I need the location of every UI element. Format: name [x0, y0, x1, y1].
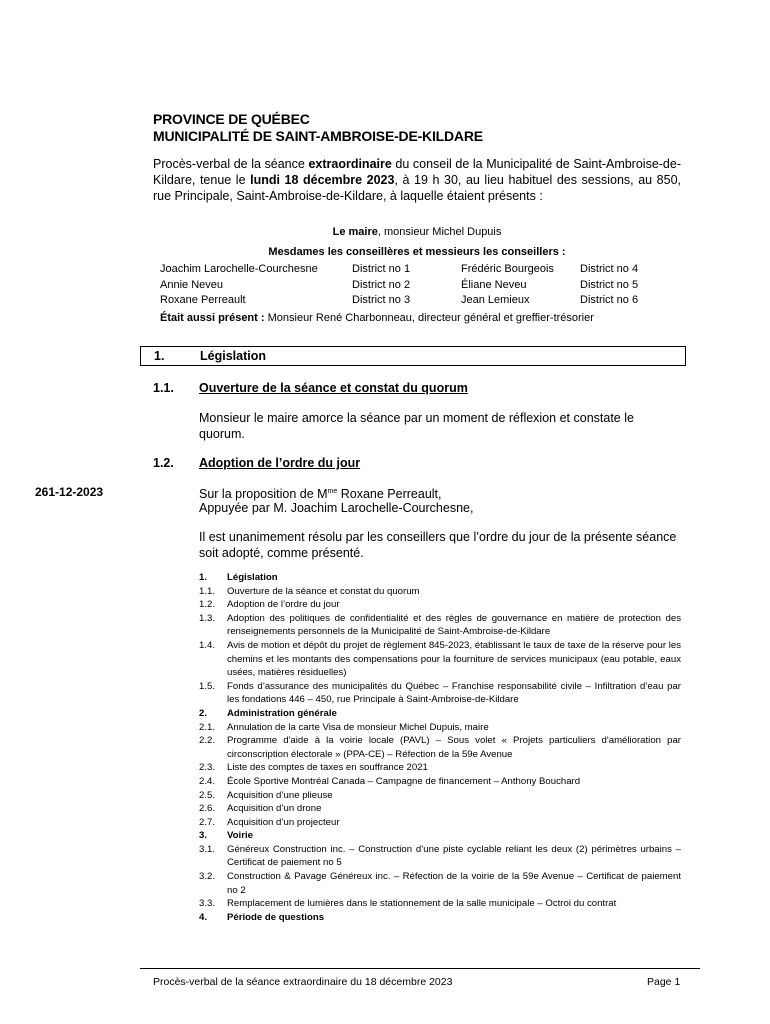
- province-heading: PROVINCE DE QUÉBEC: [153, 111, 310, 127]
- council-district: District no 4: [580, 263, 639, 275]
- section-1-1-title: Ouverture de la séance et constat du quorum: [199, 381, 468, 395]
- agenda-item: [199, 816, 681, 830]
- agenda-item-text: Acquisition d’un drone: [227, 803, 322, 815]
- agenda-item-text: Liste des comptes de taxes en souffrance 2021: [227, 762, 428, 774]
- intro-bold-1: extraordinaire: [308, 157, 392, 171]
- agenda-item-text: Adoption des politiques de confidentialité et des règles de gouvernance en matière de protection des renseignements personnels de la Municipalité de Saint-Ambroise-de-Kildare: [227, 612, 681, 638]
- council-district: District no 5: [580, 278, 639, 291]
- agenda-item: [199, 829, 681, 843]
- maire-name: , monsieur Michel Dupuis: [377, 226, 502, 238]
- agenda-item-text: École Sportive Montréal Canada – Campagne de financement – Anthony Bouchard: [227, 775, 581, 787]
- agenda-item: [199, 897, 681, 911]
- also-present-name: Monsieur René Charbonneau, directeur général et greffier-trésorier: [264, 312, 594, 324]
- agenda-item-number: 1.3.: [199, 612, 216, 624]
- agenda-item-number: 1.4.: [199, 639, 216, 651]
- agenda-item: [199, 775, 681, 789]
- maire-label: Le maire: [332, 226, 378, 238]
- agenda-item: [199, 598, 681, 612]
- agenda-item-number: 2.6.: [199, 803, 216, 815]
- agenda-item-text: Fonds d’assurance des municipalités du Québec – Franchise responsabilité civile – Infiltration d’eau par les fondations 446 – 450, rue Principale à Saint-Ambroise-de-Kildare: [227, 680, 681, 706]
- council-district: District no 1: [352, 263, 411, 275]
- footer-title: Procès-verbal de la séance extraordinaire du 18 décembre 2023: [153, 976, 453, 988]
- section-1-box: [140, 346, 686, 366]
- agenda-item: [199, 680, 681, 707]
- council-member: Joachim Larochelle-Courchesne: [160, 263, 318, 275]
- proposer-prefix: Sur la proposition de M: [199, 487, 328, 502]
- council-names-left: [160, 262, 318, 309]
- council-member: Roxane Perreault: [160, 294, 246, 306]
- agenda-item-number: 3.: [199, 830, 208, 842]
- agenda-item-text: Voirie: [227, 830, 253, 842]
- agenda-item-number: 4.: [199, 911, 208, 923]
- section-1-1-text: Monsieur le maire amorce la séance par un moment de réflexion et constate le quorum.: [199, 411, 634, 441]
- intro-paragraph: [153, 156, 681, 204]
- agenda-item: [199, 571, 681, 585]
- council-district: District no 6: [580, 294, 639, 306]
- resolution-seconder: Appuyée par M. Joachim Larochelle-Courchesne,: [199, 501, 474, 515]
- section-1-2-number: 1.2.: [153, 456, 174, 470]
- agenda-item-number: 3.2.: [199, 871, 216, 883]
- page-number: Page 1: [647, 976, 681, 988]
- footer-divider: [140, 968, 700, 969]
- agenda-item-text: Acquisition d’un projecteur: [227, 816, 340, 828]
- council-districts-right: [580, 262, 638, 309]
- agenda-item-number: 1.: [199, 572, 208, 583]
- maire-line: [153, 226, 681, 238]
- council-names-right: [461, 262, 554, 309]
- agenda-item-number: 2.4.: [199, 775, 216, 787]
- resolution-number: 261-12-2023: [35, 485, 104, 499]
- agenda-item: [199, 639, 681, 680]
- council-district: District no 2: [352, 278, 411, 291]
- agenda-item-text: Avis de motion et dépôt du projet de règlement 845-2023, établissant le taux de taxe de la réserve pour les chemins et les montants des compensations pour la fourniture de services municipaux (eau potable, eaux usées, matières résiduelles): [227, 639, 681, 679]
- agenda-item: [199, 789, 681, 803]
- intro-text-3: , à 19 h 30, au lieu habituel des sessions, au 850, rue Principale, Saint-Ambroise-de-Kildare, à laquelle étaient présents :: [153, 173, 682, 203]
- proposer-title-sup: me: [327, 488, 338, 495]
- section-1-2-title: Adoption de l’ordre du jour: [199, 456, 361, 470]
- council-heading: Mesdames les conseillères et messieurs les conseillers :: [268, 246, 566, 258]
- agenda-item: [199, 585, 681, 599]
- agenda-item: [199, 734, 681, 761]
- agenda-item: [199, 612, 681, 639]
- agenda-item-text: Administration générale: [227, 707, 337, 719]
- agenda-item-number: 2.3.: [199, 762, 216, 774]
- intro-text-2: du conseil de la Municipalité de Saint-Ambroise-de-Kildare, tenue le: [153, 157, 681, 187]
- agenda-item-number: 2.1.: [199, 721, 216, 733]
- agenda-item-text: Période de questions: [227, 911, 325, 923]
- proposer-name: Roxane Perreault,: [337, 487, 442, 502]
- agenda-item-text: Ouverture de la séance et constat du quorum: [227, 585, 420, 597]
- agenda-item-number: 2.7.: [199, 816, 216, 828]
- agenda-item-number: 2.5.: [199, 789, 216, 801]
- agenda-list: [199, 571, 681, 924]
- agenda-item-number: 2.: [199, 707, 208, 719]
- agenda-item: [199, 721, 681, 735]
- agenda-item-number: 2.2.: [199, 735, 216, 747]
- intro-text-1: Procès-verbal de la séance: [153, 157, 309, 171]
- council-member: Jean Lemieux: [461, 294, 530, 306]
- council-districts-left: [352, 262, 410, 309]
- agenda-item: [199, 870, 681, 897]
- agenda-item-number: 1.2.: [199, 599, 216, 611]
- agenda-item: [199, 843, 681, 870]
- agenda-item-text: Programme d'aide à la voirie locale (PAVL) – Sous volet « Projets particuliers d'amélioration par circonscription électorale » (PPA-CE) – Réfection de la 59e Avenue: [227, 735, 681, 760]
- also-present-line: [160, 312, 594, 324]
- agenda-item-number: 1.1.: [199, 585, 216, 597]
- agenda-item-number: 3.3.: [199, 898, 216, 910]
- agenda-item-text: Adoption de l’ordre du jour: [227, 599, 340, 611]
- agenda-item: [199, 761, 681, 775]
- intro-bold-date: lundi 18 décembre 2023: [250, 173, 395, 187]
- agenda-item-text: Construction & Pavage Généreux inc. – Réfection de la voirie de la 59e Avenue – Certificat de paiement no 2: [227, 871, 681, 896]
- agenda-item: [199, 802, 681, 816]
- council-member: Frédéric Bourgeois: [461, 263, 554, 275]
- agenda-item-text: Généreux Construction inc. – Construction d’une piste cyclable reliant les deux (2) périmètres urbains – Certificat de paiement no 5: [227, 843, 681, 869]
- council-member: Annie Neveu: [160, 278, 223, 291]
- agenda-item: [199, 911, 681, 925]
- section-1-label: Législation: [200, 349, 266, 363]
- council-member: Éliane Neveu: [461, 278, 527, 291]
- agenda-item-text: Acquisition d’une plieuse: [227, 789, 333, 801]
- agenda-item: [199, 707, 681, 721]
- agenda-item-number: 3.1.: [199, 843, 216, 855]
- municipality-heading: MUNICIPALITÉ DE SAINT-AMBROISE-DE-KILDARE: [153, 128, 483, 144]
- section-1-number: 1.: [154, 349, 165, 363]
- section-1-1-number: 1.1.: [153, 381, 174, 395]
- resolution-text: Il est unanimement résolu par les conseillers que l’ordre du jour de la présente séance soit adopté, comme présenté.: [199, 530, 677, 560]
- agenda-item-text: Législation: [227, 572, 278, 583]
- agenda-item-number: 1.5.: [199, 680, 216, 692]
- also-present-label: Était aussi présent :: [160, 312, 265, 324]
- agenda-item-text: Remplacement de lumières dans le stationnement de la salle municipale – Octroi du contrat: [227, 898, 617, 910]
- agenda-item-text: Annulation de la carte Visa de monsieur Michel Dupuis, maire: [227, 721, 489, 733]
- council-district: District no 3: [352, 294, 411, 306]
